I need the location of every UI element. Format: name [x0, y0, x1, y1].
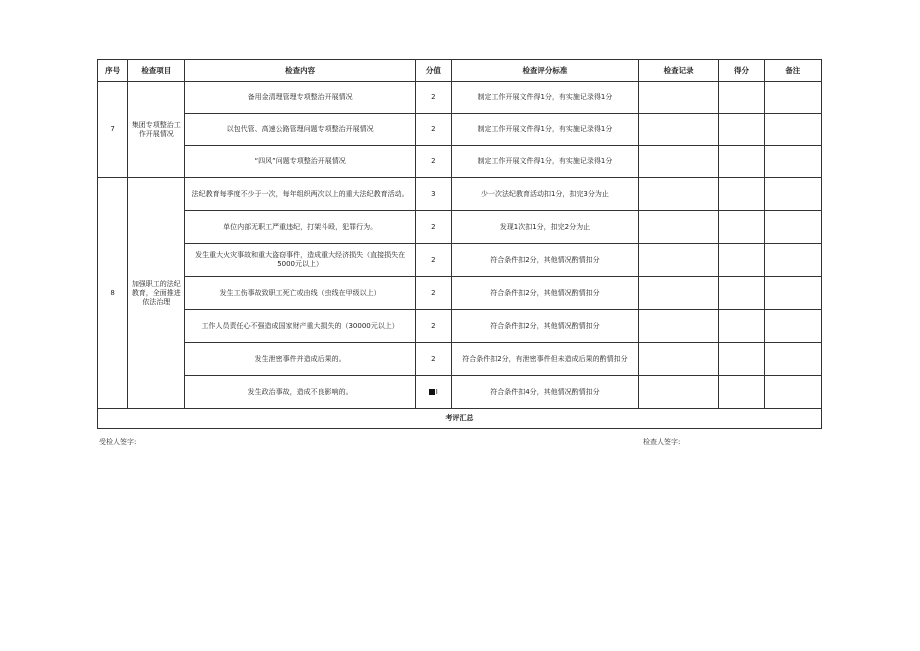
table-row: [98, 82, 822, 114]
header-standard: 检查评分标准: [451, 60, 638, 82]
got-cell[interactable]: [719, 178, 764, 211]
got-cell[interactable]: [719, 277, 764, 310]
row-content: “四风”问题专项整治开展情况: [185, 146, 415, 178]
row-content: 发生工伤事故致职工死亡或由线（虫线在甲级以上）: [185, 277, 415, 310]
got-cell[interactable]: [719, 376, 764, 409]
note-cell[interactable]: [764, 82, 821, 114]
inspection-table: [97, 59, 822, 429]
note-cell[interactable]: [764, 310, 821, 343]
header-note: 备注: [764, 60, 821, 82]
note-cell[interactable]: [764, 376, 821, 409]
record-cell[interactable]: [638, 343, 718, 376]
row-score: 2: [415, 211, 451, 244]
row-standard: 符合条件扣4分，其他情况酌情扣分: [451, 376, 638, 409]
row-content: 法纪教育每季度不少于一次，每年组织两次以上的重大法纪教育活动。: [185, 178, 415, 211]
row-score: 2: [415, 343, 451, 376]
row-content: 备用金清理管理专项整治开展情况: [185, 82, 415, 114]
record-cell[interactable]: [638, 114, 718, 146]
row-content: 发生政治事故，造成不良影响的。: [185, 376, 415, 409]
row-content: 单位内部无职工严重违纪，打架斗殴，犯罪行为。: [185, 211, 415, 244]
table-row: [98, 376, 822, 409]
record-cell[interactable]: [638, 244, 718, 277]
row-score: 2: [415, 310, 451, 343]
note-cell[interactable]: [764, 244, 821, 277]
group-item: 集团专项整治工作开展情况: [128, 82, 185, 178]
row-score: 2: [415, 146, 451, 178]
header-got: 得分: [719, 60, 764, 82]
filled-square-icon: [429, 389, 435, 395]
row-standard: 少一次法纪教育活动扣1分，扣完3分为止: [451, 178, 638, 211]
header-seq: 序号: [98, 60, 128, 82]
record-cell[interactable]: [638, 376, 718, 409]
got-cell[interactable]: [719, 244, 764, 277]
header-record: 检查记录: [638, 60, 718, 82]
note-cell[interactable]: [764, 178, 821, 211]
row-standard: 制定工作开展文件得1分，有实施记录得1分: [451, 146, 638, 178]
got-cell[interactable]: [719, 211, 764, 244]
note-cell[interactable]: [764, 114, 821, 146]
got-cell[interactable]: [719, 343, 764, 376]
table-row: [98, 114, 822, 146]
got-cell[interactable]: [719, 114, 764, 146]
table-header-row: [98, 60, 822, 82]
header-score: 分值: [415, 60, 451, 82]
row-standard: 符合条件扣2分，有泄密事件但未造成后果的酌情扣分: [451, 343, 638, 376]
table-row: [98, 310, 822, 343]
inspector-signature-label: 检查人签字:: [643, 438, 681, 446]
summary-label: 考评汇总: [98, 409, 822, 429]
record-cell[interactable]: [638, 211, 718, 244]
table-row: [98, 244, 822, 277]
row-score: 2: [415, 277, 451, 310]
got-cell[interactable]: [719, 310, 764, 343]
inspected-signature-label: 受检人签字:: [99, 438, 137, 446]
note-cell[interactable]: [764, 211, 821, 244]
row-content: 工作人员责任心不强造成国家财产重大损失的（30000元以上）: [185, 310, 415, 343]
record-cell[interactable]: [638, 146, 718, 178]
header-item: 检查项目: [128, 60, 185, 82]
row-standard: 符合条件扣2分，其他情况酌情扣分: [451, 244, 638, 277]
table-row: [98, 277, 822, 310]
row-standard: 符合条件扣2分，其他情况酌情扣分: [451, 277, 638, 310]
header-content: 检查内容: [185, 60, 415, 82]
got-cell[interactable]: [719, 146, 764, 178]
record-cell[interactable]: [638, 178, 718, 211]
table-row: [98, 178, 822, 211]
record-cell[interactable]: [638, 82, 718, 114]
row-score-cell: [415, 376, 451, 409]
group-item: 加强职工的法纪教育，全面推进依法治理: [128, 178, 185, 409]
row-score: 2: [415, 114, 451, 146]
got-cell[interactable]: [719, 82, 764, 114]
row-score: 3: [415, 178, 451, 211]
table-row: [98, 343, 822, 376]
row-standard: 制定工作开展文件得1分，有实施记录得1分: [451, 114, 638, 146]
row-content: 发生泄密事件并造成后果的。: [185, 343, 415, 376]
table-row: [98, 211, 822, 244]
group-seq: 8: [98, 178, 128, 409]
group-seq: 7: [98, 82, 128, 178]
row-standard: 制定工作开展文件得1分，有实施记录得1分: [451, 82, 638, 114]
note-cell[interactable]: [764, 343, 821, 376]
row-content: 发生重大火灾事故和重大盗窃事件，造成重大经济损失（直接损失在5000元以上）: [185, 244, 415, 277]
note-cell[interactable]: [764, 146, 821, 178]
row-score: I: [435, 387, 438, 396]
row-score: 2: [415, 244, 451, 277]
row-standard: 发现1次扣1分，扣完2分为止: [451, 211, 638, 244]
row-score: 2: [415, 82, 451, 114]
record-cell[interactable]: [638, 310, 718, 343]
row-standard: 符合条件扣2分，其他情况酌情扣分: [451, 310, 638, 343]
note-cell[interactable]: [764, 277, 821, 310]
table-row: [98, 146, 822, 178]
record-cell[interactable]: [638, 277, 718, 310]
summary-row: [98, 409, 822, 429]
row-content: 以包代管、高速公路管理问题专项整治开展情况: [185, 114, 415, 146]
